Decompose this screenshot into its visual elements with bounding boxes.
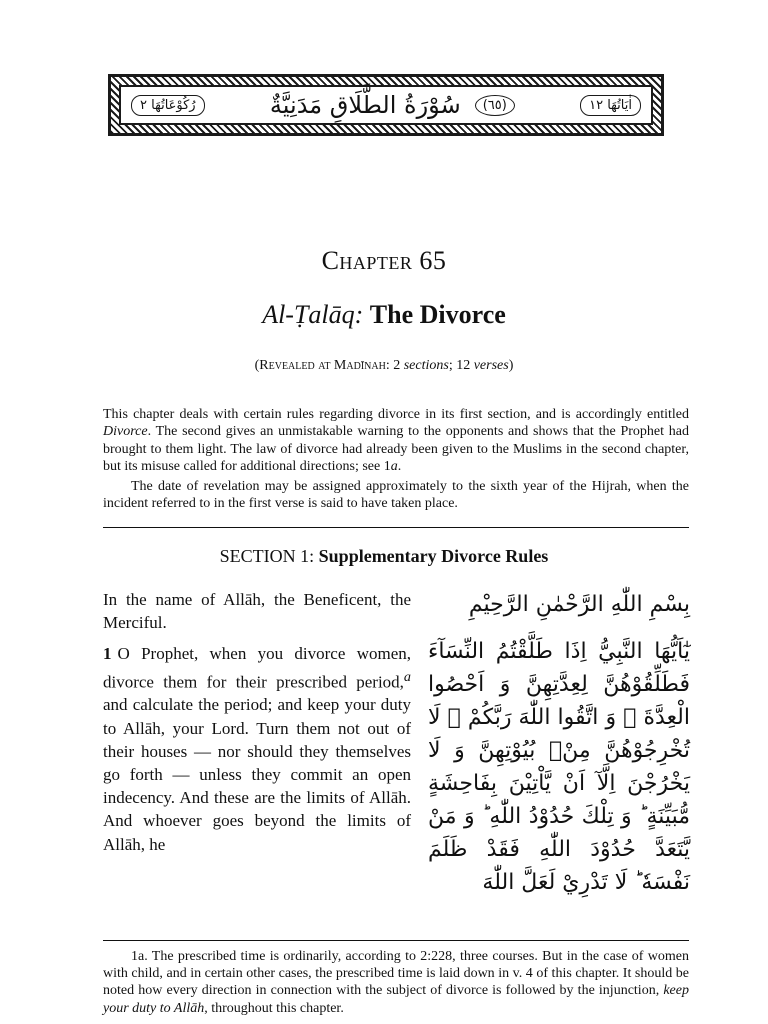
footnote-1a: [103, 948, 689, 1017]
verse-1-text-a: O Prophet, when you divorce women, divorce them for their prescribed period,: [103, 644, 411, 692]
arabic-text: [428, 588, 690, 899]
verse-footnote-marker: a: [403, 668, 411, 685]
english-translation: [103, 588, 411, 856]
verses-word: verses: [473, 358, 509, 373]
banner-surah-name: سُوْرَةُ الطَّلَاقِ مَدَنِيَّةٌ: [269, 91, 461, 119]
footnote-emphasis: keep your duty to Allāh: [103, 983, 689, 1016]
section-heading: [0, 546, 768, 567]
verse-1-arabic: يٰٓاَيُّهَا النَّبِيُّ اِذَا طَلَّقْتُمُ النِّسَآءَ فَطَلِّقُوْهُنَّ لِعِدَّتِهِنَّ وَ اَحْصُوا الْعِدَّةَ ۚ وَ اتَّقُوا اللّٰهَ رَبَّكُمْ ۚ لَا تُخْرِجُوْهُنَّ مِنْۢ بُيُوْتِهِنَّ وَ لَا يَخْرُجْنَ اِلَّآ اَنْ يَّاْتِيْنَ بِفَاحِشَةٍ مُّبَيِّنَةٍ ؕ وَ تِلْكَ حُدُوْدُ اللّٰهِ ؕ وَ مَنْ يَّتَعَدَّ حُدُوْدَ اللّٰهِ فَقَدْ ظَلَمَ نَفْسَهٗ ؕ لَا تَدْرِيْ لَعَلَّ اللّٰهَ: [428, 639, 690, 895]
banner-center: [270, 91, 515, 119]
section-label: SECTION 1:: [219, 546, 319, 566]
english-bismillah: In the name of Allāh, the Beneficent, the Merciful.: [103, 590, 411, 633]
banner-inner-frame: [119, 85, 653, 125]
intro-paragraph-1: [103, 406, 689, 476]
section-divider: [103, 527, 689, 528]
verses-count: 12: [456, 358, 471, 373]
chapter-introduction: [103, 406, 689, 512]
chapter-title: Chapter 65: [321, 246, 447, 275]
revealed-suffix: ): [508, 358, 514, 373]
intro-paragraph-2: The date of revelation may be assigned approximately to the sixth year of the Hijrah, when the incident referred to in the first verse is said to have taken place.: [103, 478, 689, 512]
intro-footnote-ref: a: [390, 459, 398, 475]
verse-1-english: [103, 642, 411, 855]
footnote: [103, 948, 689, 1017]
surah-title: [0, 300, 768, 330]
banner-surah-number: (٦٥): [475, 95, 515, 116]
surah-name-english: The Divorce: [369, 300, 506, 329]
footnote-text-a: The prescribed time is ordinarily, according to 2:228, three courses. But in the case of women with child, and in certain other cases, the prescribed time is laid down in v. 4 of this chapter. It should be noted how every direction in connection with the subject of divorce is followed by the injunction,: [103, 949, 689, 999]
footnote-text-b: , throughout this chapter.: [204, 1000, 344, 1016]
revelation-info: [0, 358, 768, 374]
banner-sections-label: رُكُوْعَاتُهَا ٢: [131, 95, 205, 116]
surah-name-translit: Al-Ṭalāq:: [262, 300, 364, 329]
verse-1-text-b: and calculate the period; and keep your duty to Allāh, your Lord. Turn them not out of their houses — nor should they themselves go forth — unless they commit an open indecency. And these are the limits of Allāh. And whoever goes beyond the limits of Allāh, he: [103, 695, 411, 854]
surah-banner: [108, 74, 664, 136]
revealed-prefix: (Revealed at Madīnah:: [254, 358, 394, 373]
revealed-sep: ;: [448, 358, 457, 373]
intro-p1-text-c: .: [397, 459, 402, 475]
footnote-ref: 1a.: [131, 949, 148, 964]
section-title: Supplementary Divorce Rules: [318, 546, 549, 566]
intro-p1-text-a: This chapter deals with certain rules regarding divorce in its first section, and is accordingly entitled: [103, 407, 689, 422]
footnote-divider: [103, 940, 689, 941]
sections-count: 2: [393, 358, 401, 373]
arabic-bismillah: بِسْمِ اللّٰهِ الرَّحْمٰنِ الرَّحِيْمِ: [468, 592, 690, 617]
banner-verses-label: اٰيَاتُهَا ١٢: [580, 95, 641, 116]
verse-number: 1: [103, 644, 112, 664]
sections-word: sections: [403, 358, 449, 373]
intro-p1-text-b: . The second gives an unmistakable warning to the opponents and shows that the Prophet had brought to them light. The law of divorce had already been given to the Muslims in the second chapter, but its misuse called for additional directions; see 1: [103, 424, 689, 475]
intro-p1-emphasis: Divorce: [103, 424, 148, 440]
